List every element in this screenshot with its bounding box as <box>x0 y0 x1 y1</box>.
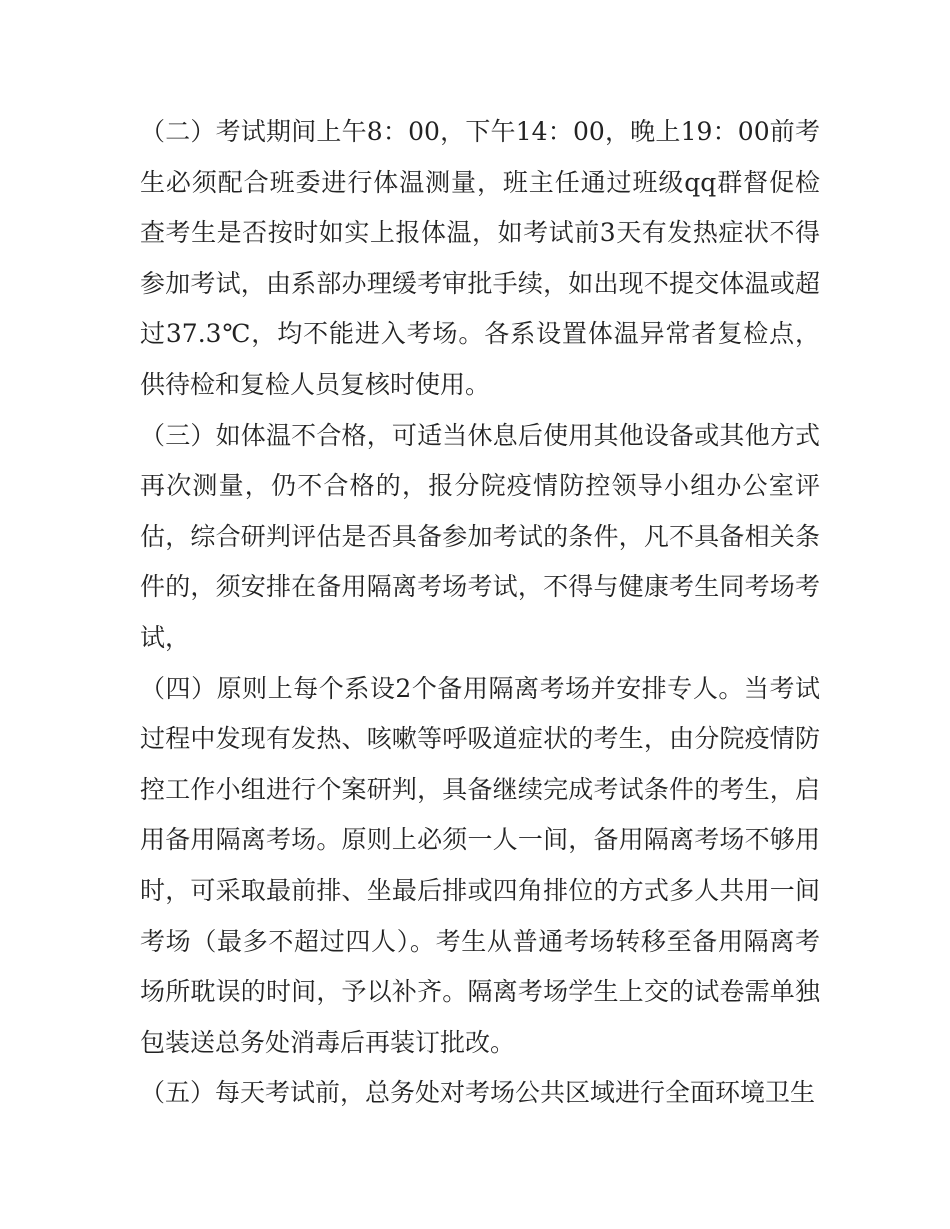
paragraph-3: （三）如体温不合格，可适当休息后使用其他设备或其他方式再次测量，仍不合格的，报分院疫情防控领导小组办公室评估，综合研判评估是否具备参加考试的条件，凡不具备相关条件的，须安排在备用隔离考场考试，不得与健康考生同考场考试， <box>140 420 820 652</box>
paragraph-2: （二）考试期间上午8：00，下午14：00，晚上19：00前考生必须配合班委进行体温测量，班主任通过班级qq群督促检查考生是否按时如实上报体温，如考试前3天有发热症状不得参加考试，由系部办理缓考审批手续，如出现不提交体温或超过37.3℃，均不能进入考场。各系设置体温异常者复检点，供待检和复检人员复核时使用。 <box>140 117 820 399</box>
paragraph-4: （四）原则上每个系设2个备用隔离考场并安排专人。当考试过程中发现有发热、咳嗽等呼吸道症状的考生，由分院疫情防控工作小组进行个案研判，具备继续完成考试条件的考生，启用备用隔离考场。原则上必须一人一间，备用隔离考场不够用时，可采取最前排、坐最后排或四角排位的方式多人共用一间考场（最多不超过四人）。考生从普通考场转移至备用隔离考场所耽误的时间，予以补齐。隔离考场学生上交的试卷需单独包装送总务处消毒后再装订批改。 <box>140 673 820 1057</box>
document-body <box>140 107 820 1119</box>
paragraph-5: （五）每天考试前，总务处对考场公共区域进行全面环境卫生 <box>140 1078 816 1108</box>
